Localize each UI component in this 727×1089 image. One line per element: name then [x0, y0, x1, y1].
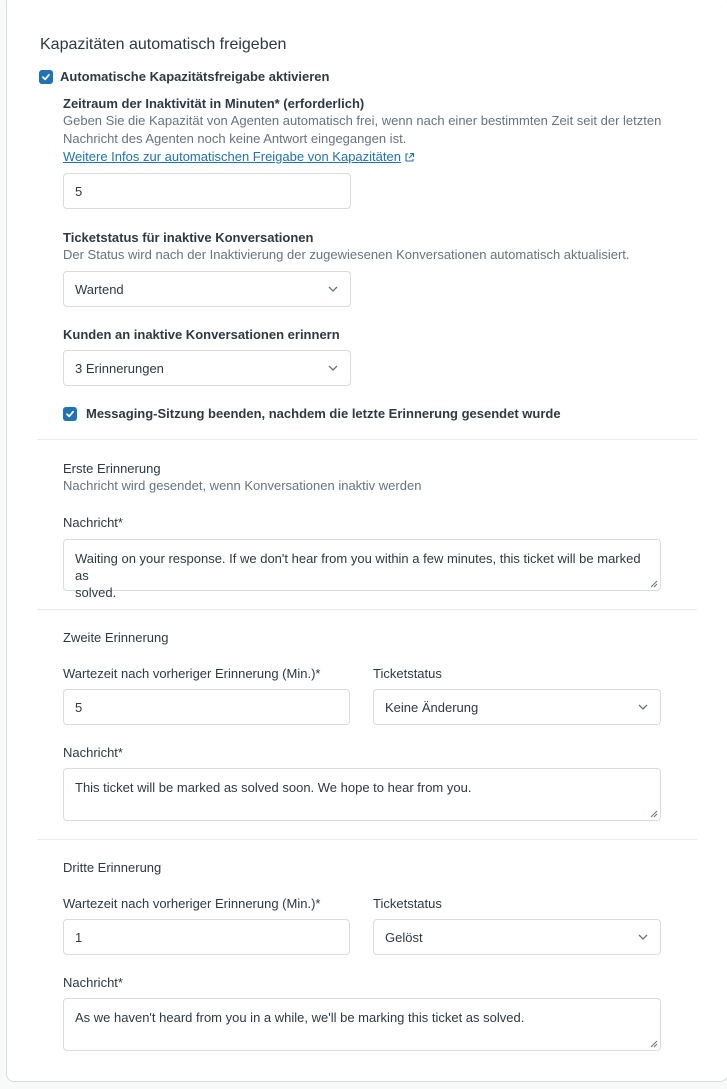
second-wait-label: Wartezeit nach vorheriger Erinnerung (Min.)*: [63, 666, 321, 681]
first-message-line: Waiting on your response. If we don't hear from you within a few minutes, this ticket will be marked as: [75, 551, 641, 583]
chevron-down-icon: [327, 283, 339, 295]
enable-auto-release-row[interactable]: [39, 69, 329, 84]
third-message-text: As we haven't heard from you in a while, we'll be marking this ticket as solved.: [75, 1010, 525, 1025]
reminders-value: 3 Erinnerungen: [75, 360, 164, 376]
reminders-label: Kunden an inaktive Konversationen erinnern: [63, 327, 340, 342]
external-link-icon: [404, 152, 415, 163]
third-status-label: Ticketstatus: [373, 896, 442, 911]
enable-auto-release-checkbox[interactable]: [39, 70, 53, 84]
divider: [37, 609, 697, 610]
end-session-row[interactable]: [63, 406, 561, 421]
ticket-status-value: Wartend: [75, 281, 124, 297]
settings-card: [6, 0, 727, 1082]
end-session-checkbox[interactable]: [63, 407, 77, 421]
first-message-line: solved.: [75, 585, 117, 600]
auto-release-info-link-text: Weitere Infos zur automatischen Freigabe von Kapazitäten: [63, 149, 401, 164]
third-message-textarea[interactable]: [63, 998, 661, 1051]
inactivity-hint-line: Geben Sie die Kapazität von Agenten automatisch frei, wenn nach einer bestimmten Zeit seit der letzten: [63, 113, 662, 128]
second-message-text: This ticket will be marked as solved soon. We hope to hear from you.: [75, 780, 472, 795]
inactivity-label: Zeitraum der Inaktivität in Minuten* (erforderlich): [63, 96, 365, 111]
second-status-label: Ticketstatus: [373, 666, 442, 681]
chevron-down-icon: [327, 362, 339, 374]
third-wait-label: Wartezeit nach vorheriger Erinnerung (Min.)*: [63, 896, 321, 911]
section-title: Kapazitäten automatisch freigeben: [40, 36, 287, 53]
ticket-status-hint: Der Status wird nach der Inaktivierung der zugewiesenen Konversationen automatisch aktualisiert.: [63, 247, 630, 262]
third-message-label: Nachricht*: [63, 975, 123, 990]
inactivity-minutes-input[interactable]: 5: [63, 173, 351, 209]
second-status-select[interactable]: [373, 689, 661, 725]
third-status-value: Gelöst: [385, 929, 423, 945]
check-icon: [65, 409, 75, 419]
auto-release-info-link[interactable]: [63, 148, 415, 166]
chevron-down-icon: [637, 701, 649, 713]
inactivity-hint-line: Nachricht des Agenten noch keine Antwort eingegangen ist.: [63, 131, 407, 146]
second-wait-input[interactable]: 5: [63, 689, 350, 725]
first-message-label: Nachricht*: [63, 515, 123, 530]
third-wait-input[interactable]: 1: [63, 919, 350, 955]
ticket-status-select[interactable]: [63, 271, 351, 307]
enable-auto-release-label: Automatische Kapazitätsfreigabe aktivieren: [60, 69, 330, 84]
resize-grip-icon[interactable]: [650, 1040, 658, 1048]
first-reminder-title: Erste Erinnerung: [63, 461, 161, 476]
end-session-label: Messaging-Sitzung beenden, nachdem die letzte Erinnerung gesendet wurde: [86, 406, 561, 421]
first-message-textarea[interactable]: [63, 539, 661, 600]
resize-grip-icon[interactable]: [650, 580, 658, 588]
second-message-textarea[interactable]: [63, 768, 661, 821]
reminders-select[interactable]: [63, 350, 351, 386]
inactivity-hint: [63, 112, 683, 166]
check-icon: [41, 72, 51, 82]
third-status-select[interactable]: [373, 919, 661, 955]
second-status-value: Keine Änderung: [385, 699, 479, 715]
divider: [37, 839, 697, 840]
third-reminder-title: Dritte Erinnerung: [63, 860, 162, 875]
second-message-label: Nachricht*: [63, 745, 123, 760]
divider: [37, 439, 697, 440]
resize-grip-icon[interactable]: [650, 810, 658, 818]
ticket-status-label: Ticketstatus für inaktive Konversationen: [63, 230, 314, 245]
first-reminder-hint: Nachricht wird gesendet, wenn Konversationen inaktiv werden: [63, 478, 422, 493]
chevron-down-icon: [637, 931, 649, 943]
second-reminder-title: Zweite Erinnerung: [63, 630, 169, 645]
